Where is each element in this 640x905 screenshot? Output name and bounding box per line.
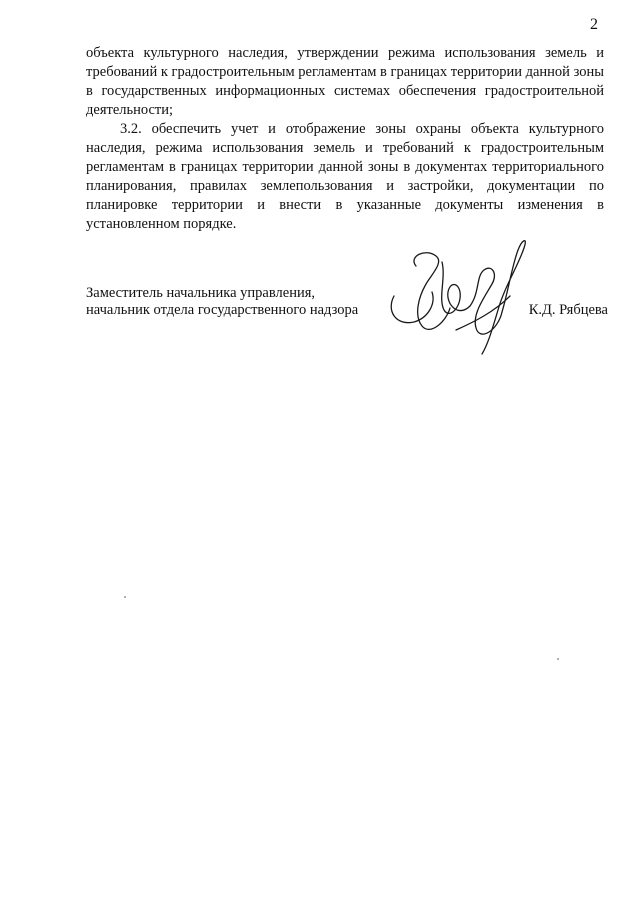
signer-position-line-2: начальник отдела государственного надзора xyxy=(86,302,359,318)
scan-speck xyxy=(557,658,559,660)
page-number: 2 xyxy=(590,16,598,33)
signer-name: К.Д. Рябцева xyxy=(528,302,608,318)
scan-speck xyxy=(124,596,126,598)
signature-block xyxy=(86,285,608,319)
paragraph-continuation: объекта культурного наследия, утверждении режима использования земель и требований к градостроительным регламентам в границах территории данной зоны в государственных информационных системах обеспечения градостроительной деятельности; xyxy=(86,45,604,118)
document-body xyxy=(86,44,604,234)
signer-position-line-1: Заместитель начальника управления, xyxy=(86,285,316,301)
paragraph-item-3-2: 3.2. обеспечить учет и отображение зоны охраны объекта культурного наследия, режима использования земель и требований к градостроительным регламентам в границах территории данной зоны в документах территориального планирования, правилах землепользования и застройки, документации по планировке территории и внести в указанные документы изменения в установленном порядке. xyxy=(86,121,604,232)
